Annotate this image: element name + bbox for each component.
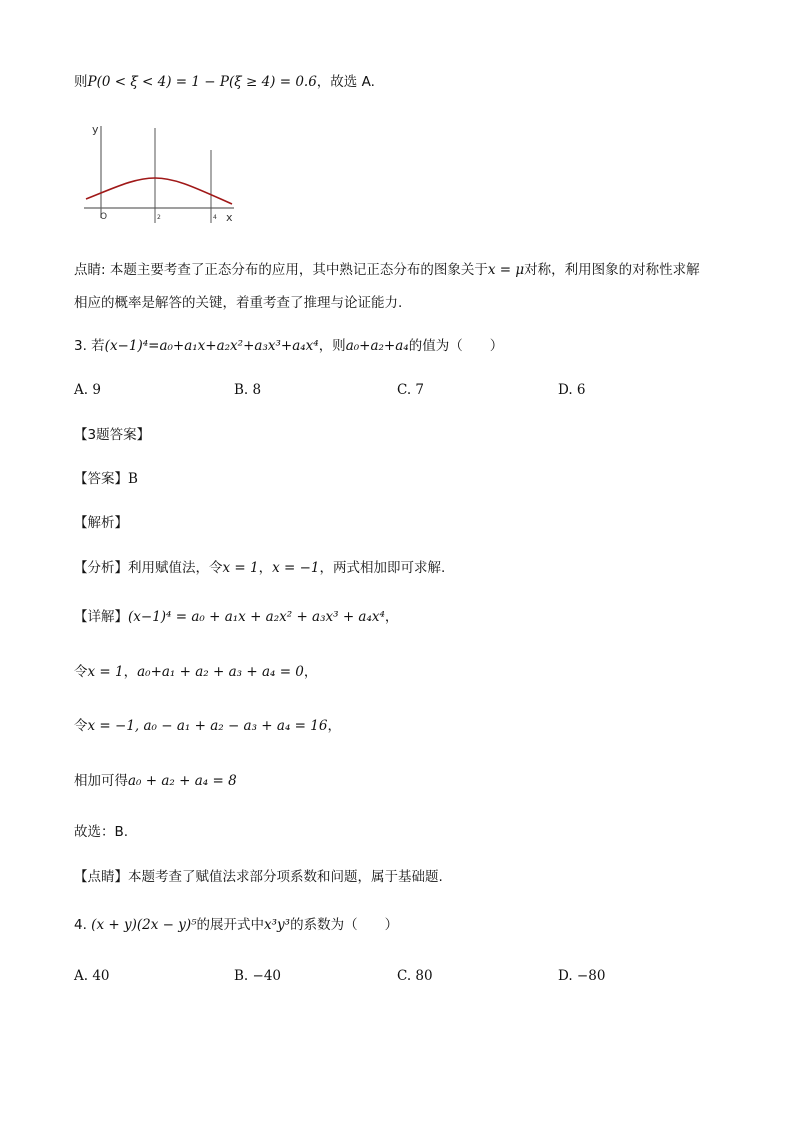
probability-conclusion [74,72,375,92]
option-d: D. −80 [558,968,606,984]
q3-suffix: 的值为（ ） [408,338,504,354]
step-2-prefix: 令 [74,718,88,734]
fenxi-text-c: ，两式相加即可求解. [319,560,446,576]
y-axis-label: y [92,123,99,136]
question-4-options [74,966,634,986]
question-4-stem [74,915,398,935]
comment-text-a: 本题主要考查了正态分布的应用，其中熟记正态分布的图象关于 [105,262,488,278]
option-c: C. 80 [397,968,433,984]
step-1-prefix: 令 [74,664,88,680]
prefix-text: 则 [74,74,88,90]
fenxi-line [74,558,445,578]
q3-expansion: (x−1)⁴=a₀+a₁x+a₂x²+a₃x³+a₄x⁴ [104,338,319,354]
option-c: C. 7 [397,382,425,398]
analysis-title: 【解析】 [74,515,128,531]
step-2-math: x = −1, a₀ − a₁ + a₂ − a₃ + a₄ = 16 [87,718,328,734]
bell-curve [86,178,232,204]
note-line [74,867,443,887]
q3-mid: ，则 [318,338,346,354]
fenxi-label: 【分析】 [74,560,128,576]
answer-label: 【答案】 [74,471,128,487]
step-1-suffix: ， [303,664,318,680]
sum-math: a₀ + a₂ + a₄ = 8 [128,773,237,789]
note-text: 本题考查了赋值法求部分项系数和问题，属于基础题. [128,869,443,885]
question-3-stem [74,336,503,356]
comment-math: x = μ [487,262,525,278]
q3-section-title: 【3题答案】 [74,427,151,443]
detail-label: 【详解】 [74,609,128,625]
q3-number: 3. 若 [74,338,105,354]
q4-suffix: 的系数为（ ） [290,917,399,933]
option-b: B. 8 [234,382,262,398]
x-axis-label: x [226,211,233,224]
answer-value: B [128,471,138,487]
detail-math: (x−1)⁴ = a₀ + a₁x + a₂x² + a₃x³ + a₄x⁴ [128,609,385,625]
option-b: B. −40 [234,968,281,984]
suffix-text: ，故选 A. [316,74,375,90]
option-a: A. 9 [74,382,101,398]
q3-answer [74,469,138,489]
step-1-mid: ， [123,664,138,680]
detail-suffix: ， [384,609,399,625]
step-2 [74,716,341,736]
origin-label: O [100,212,108,222]
fenxi-math-2: x = −1 [272,560,320,576]
sum-line [74,771,237,791]
step-2-suffix: ， [327,718,341,734]
fenxi-text-a: 利用赋值法，令 [128,560,223,576]
option-d: D. 6 [558,382,586,398]
q4-expression: (x + y)(2x − y)⁵ [91,917,197,933]
detail-line [74,607,398,627]
comment-line-2: 相应的概率是解答的关键，着重考查了推理与论证能力. [74,295,403,311]
q4-number: 4. [74,917,92,933]
sum-prefix: 相加可得 [74,773,128,789]
question-3-options [74,380,634,400]
tick-label-mu: 2 [157,214,161,221]
comment-text-b: 对称，利用图象的对称性求解 [524,262,700,278]
fenxi-text-b: ， [258,560,273,576]
q3-target-sum: a₀+a₂+a₄ [345,338,409,354]
probability-formula: P(0 < ξ < 4) = 1 − P(ξ ≥ 4) = 0.6 [87,74,317,90]
comment-line-1 [74,260,700,280]
q4-term: x³y³ [264,917,291,933]
normal-distribution-graph [74,118,244,230]
option-a: A. 40 [74,968,110,984]
step-1 [74,662,317,682]
comment-label: 点睛: [74,262,106,278]
fenxi-math-1: x = 1 [222,560,259,576]
step-1-math: x = 1 [87,664,124,680]
tick-label-4: 4 [213,214,217,221]
choose-line: 故选：B. [74,824,129,840]
q4-mid: 的展开式中 [196,917,265,933]
step-1-math-2: a₀+a₁ + a₂ + a₃ + a₄ = 0 [137,664,304,680]
note-label: 【点睛】 [74,869,128,885]
